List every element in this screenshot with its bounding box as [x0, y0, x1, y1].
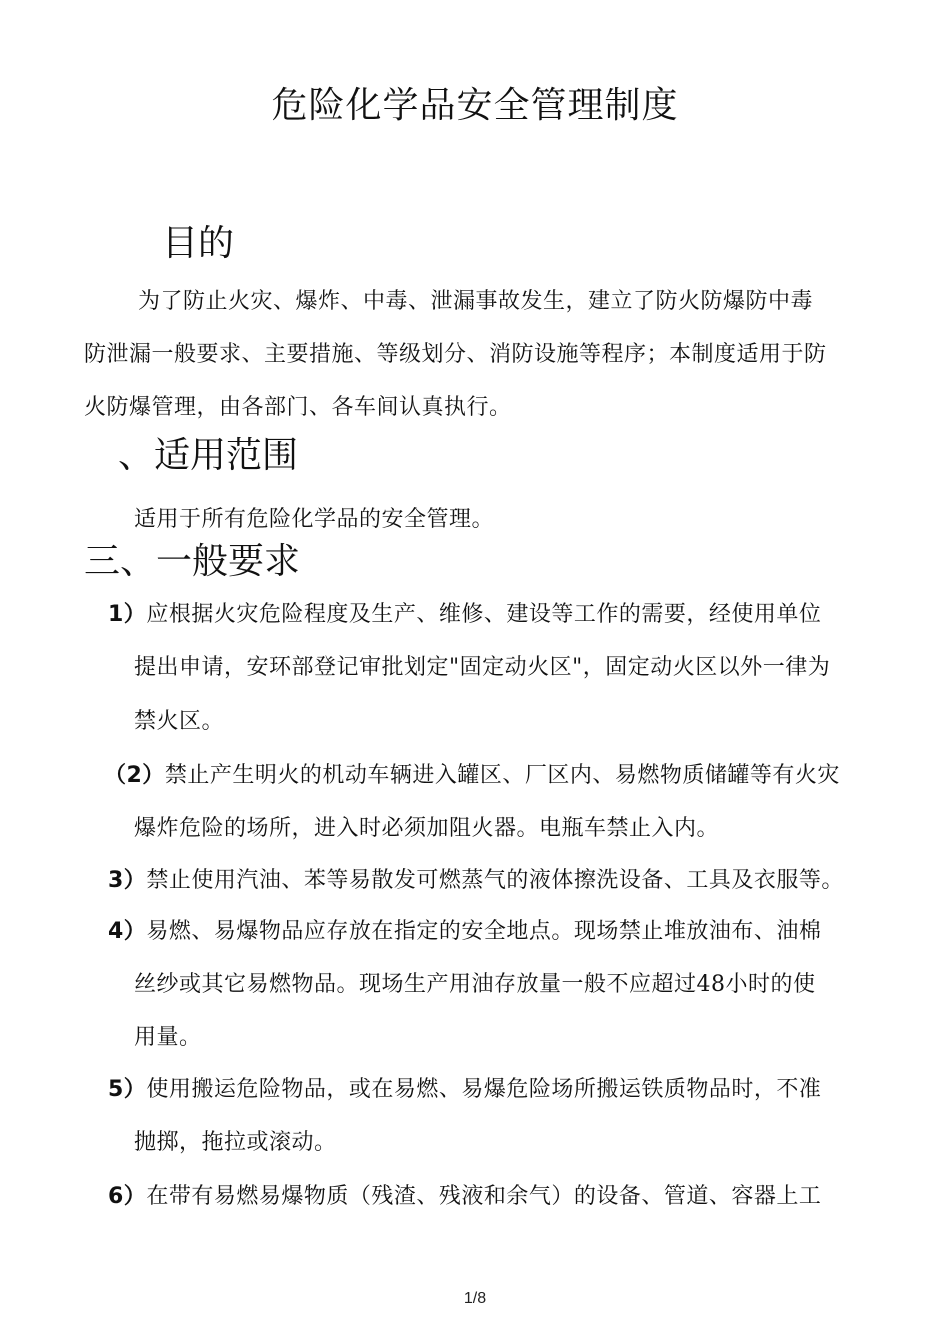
list-item [104, 761, 840, 791]
item-line: 在带有易燃易爆物质（残渣、残液和余气）的设备、管道、容器上工 [146, 1184, 822, 1209]
item-line: 禁火区。 [134, 709, 225, 734]
item-number: 1） [108, 602, 147, 627]
item-number: （2） [104, 763, 165, 788]
item-number: 3） [108, 868, 147, 893]
item-number: 6） [108, 1184, 147, 1209]
paragraph-line: 适用于所有危险化学品的安全管理。 [134, 507, 495, 532]
list-item [108, 1075, 821, 1105]
list-item [108, 866, 844, 896]
item-line: 禁止使用汽油、苯等易散发可燃蒸气的液体擦洗设备、工具及衣服等。 [146, 868, 844, 893]
item-number: 4） [108, 919, 147, 944]
item-number: 5） [108, 1077, 147, 1102]
page-number: 1/8 [463, 1290, 487, 1307]
item-line: 提出申请，安环部登记审批划定"固定动火区"，固定动火区以外一律为 [134, 655, 831, 680]
document-title: 危险化学品安全管理制度 [271, 85, 679, 126]
item-line: 禁止产生明火的机动车辆进入罐区、厂区内、易燃物质储罐等有火灾 [164, 763, 840, 788]
section-heading-general: 三、一般要求 [84, 541, 301, 582]
item-line: 应根据火灾危险程度及生产、维修、建设等工作的需要，经使用单位 [146, 602, 822, 627]
item-line: 使用搬运危险物品，或在易燃、易爆危险场所搬运铁质物品时，不准 [146, 1077, 822, 1102]
list-item [108, 917, 821, 947]
item-line: 丝纱或其它易燃物品。现场生产用油存放量一般不应超过48小时的使 [134, 972, 816, 997]
paragraph-line: 防泄漏一般要求、主要措施、等级划分、消防设施等程序；本制度适用于防 [84, 342, 827, 367]
item-line: 爆炸危险的场所，进入时必须加阻火器。电瓶车禁止入内。 [134, 816, 720, 841]
section-heading-purpose: 目的 [162, 223, 235, 264]
section-heading-scope: 、适用范围 [118, 435, 299, 476]
item-line: 抛掷，拖拉或滚动。 [134, 1130, 337, 1155]
list-item [108, 600, 821, 630]
paragraph-line: 火防爆管理，由各部门、各车间认真执行。 [84, 395, 512, 420]
paragraph-line: 为了防止火灾、爆炸、中毒、泄漏事故发生，建立了防火防爆防中毒 [138, 289, 814, 314]
list-item [108, 1182, 821, 1212]
item-line: 用量。 [134, 1025, 202, 1050]
item-line: 易燃、易爆物品应存放在指定的安全地点。现场禁止堆放油布、油棉 [146, 919, 822, 944]
